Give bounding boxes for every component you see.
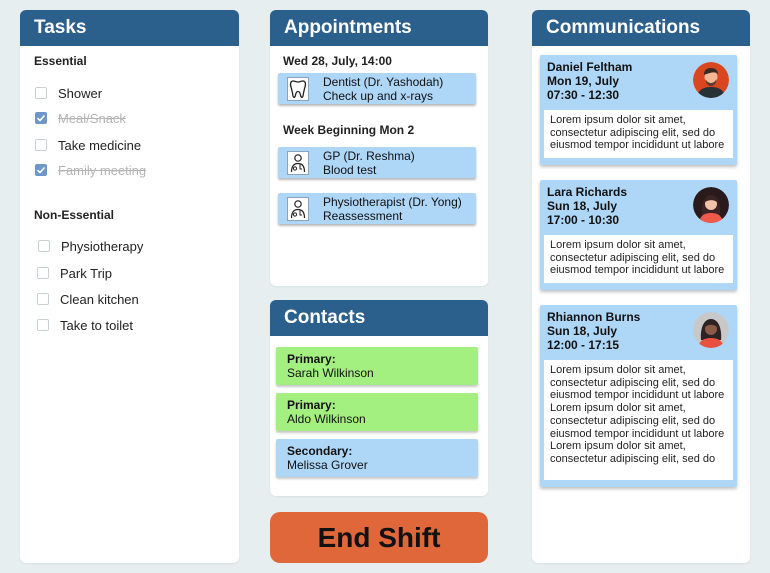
- avatar-icon: [693, 312, 729, 348]
- check-icon: [36, 113, 46, 123]
- message-card[interactable]: [540, 305, 737, 487]
- appointment-date: Wed 28, July, 14:00: [283, 54, 392, 68]
- contacts-title: Contacts: [270, 300, 488, 336]
- non-essential-title: Non-Essential: [34, 208, 115, 222]
- message-time: 07:30 - 12:30: [547, 88, 620, 102]
- end-shift-button[interactable]: End Shift: [270, 512, 488, 563]
- checkbox[interactable]: [37, 267, 49, 279]
- message-body: Lorem ipsum dolor sit amet, consectetur adipiscing elit, sed do eiusmod tempor incididunt ut labore: [544, 110, 733, 158]
- checkbox[interactable]: [38, 240, 50, 252]
- checkbox[interactable]: [37, 319, 49, 331]
- sender-name: Rhiannon Burns: [547, 310, 641, 324]
- appointment-title: GP (Dr. Reshma): [323, 148, 415, 163]
- appointments-panel: [270, 10, 488, 286]
- checkbox[interactable]: [37, 293, 49, 305]
- task-item[interactable]: [37, 316, 133, 334]
- contact-name: Sarah Wilkinson: [287, 366, 374, 380]
- appointment-title: Dentist (Dr. Yashodah): [323, 74, 444, 89]
- contact-name: Aldo Wilkinson: [287, 412, 366, 426]
- sender-name: Lara Richards: [547, 185, 628, 199]
- message-date: Sun 18, July: [547, 199, 618, 213]
- essential-title: Essential: [34, 54, 87, 68]
- message-time: 12:00 - 17:15: [547, 338, 620, 352]
- communications-title: Communications: [532, 10, 750, 46]
- contact-name: Melissa Grover: [287, 458, 368, 472]
- checkbox[interactable]: [35, 112, 47, 124]
- doctor-icon: [287, 197, 309, 221]
- appointment-title: Physiotherapist (Dr. Yong): [323, 194, 462, 209]
- task-item[interactable]: [35, 161, 146, 179]
- task-label: Meal/Snack: [58, 110, 126, 126]
- appointments-title: Appointments: [270, 10, 488, 46]
- appointment-detail: Check up and x-rays: [323, 88, 434, 103]
- task-item[interactable]: [35, 84, 102, 102]
- message-card[interactable]: [540, 180, 737, 290]
- contact-card[interactable]: [276, 347, 478, 385]
- appointment-detail: Reassessment: [323, 208, 403, 223]
- task-item[interactable]: [35, 109, 126, 127]
- message-time: 17:00 - 10:30: [547, 213, 620, 227]
- task-label: Take medicine: [58, 137, 142, 153]
- checkbox[interactable]: [35, 164, 47, 176]
- sender-name: Daniel Feltham: [547, 60, 633, 74]
- contact-role: Primary:: [287, 352, 336, 366]
- appointment-date: Week Beginning Mon 2: [283, 123, 415, 137]
- message-date: Mon 19, July: [547, 74, 620, 88]
- check-icon: [36, 165, 46, 175]
- contact-card[interactable]: [276, 393, 478, 431]
- tasks-title: Tasks: [20, 10, 239, 46]
- task-label: Family meeting: [58, 162, 147, 178]
- task-item[interactable]: [38, 237, 143, 255]
- avatar-icon: [693, 62, 729, 98]
- message-card[interactable]: [540, 55, 737, 165]
- message-body: Lorem ipsum dolor sit amet, consectetur adipiscing elit, sed do eiusmod tempor incididunt ut labore: [544, 235, 733, 283]
- task-item[interactable]: [37, 290, 139, 308]
- contact-role: Primary:: [287, 398, 336, 412]
- tooth-icon: [287, 77, 309, 101]
- checkbox[interactable]: [35, 139, 47, 151]
- message-body: Lorem ipsum dolor sit amet, consectetur adipiscing elit, sed do eiusmod tempor incididunt ut labore Lorem ipsum dolor sit amet, consectetur adipiscing elit, sed do eiusmod tempor incididunt ut labore Lorem ipsum dolor sit amet, consectetur adipiscing elit, sed do: [544, 360, 733, 480]
- avatar-icon: [693, 187, 729, 223]
- checkbox[interactable]: [35, 87, 47, 99]
- appointment-detail: Blood test: [323, 162, 377, 177]
- task-label: Clean kitchen: [60, 291, 139, 307]
- appointment-card[interactable]: [278, 73, 476, 104]
- contact-role: Secondary:: [287, 444, 353, 458]
- contacts-panel: [270, 300, 488, 496]
- task-item[interactable]: [37, 264, 112, 282]
- task-label: Take to toilet: [60, 317, 133, 333]
- appointment-card[interactable]: [278, 193, 476, 224]
- task-label: Physiotherapy: [61, 238, 144, 254]
- task-item[interactable]: [35, 136, 141, 154]
- doctor-icon: [287, 151, 309, 175]
- contact-card[interactable]: [276, 439, 478, 477]
- tasks-panel: [20, 10, 239, 563]
- appointment-card[interactable]: [278, 147, 476, 178]
- message-date: Sun 18, July: [547, 324, 618, 338]
- task-label: Park Trip: [60, 265, 113, 281]
- communications-panel: [532, 10, 750, 563]
- task-label: Shower: [58, 85, 103, 101]
